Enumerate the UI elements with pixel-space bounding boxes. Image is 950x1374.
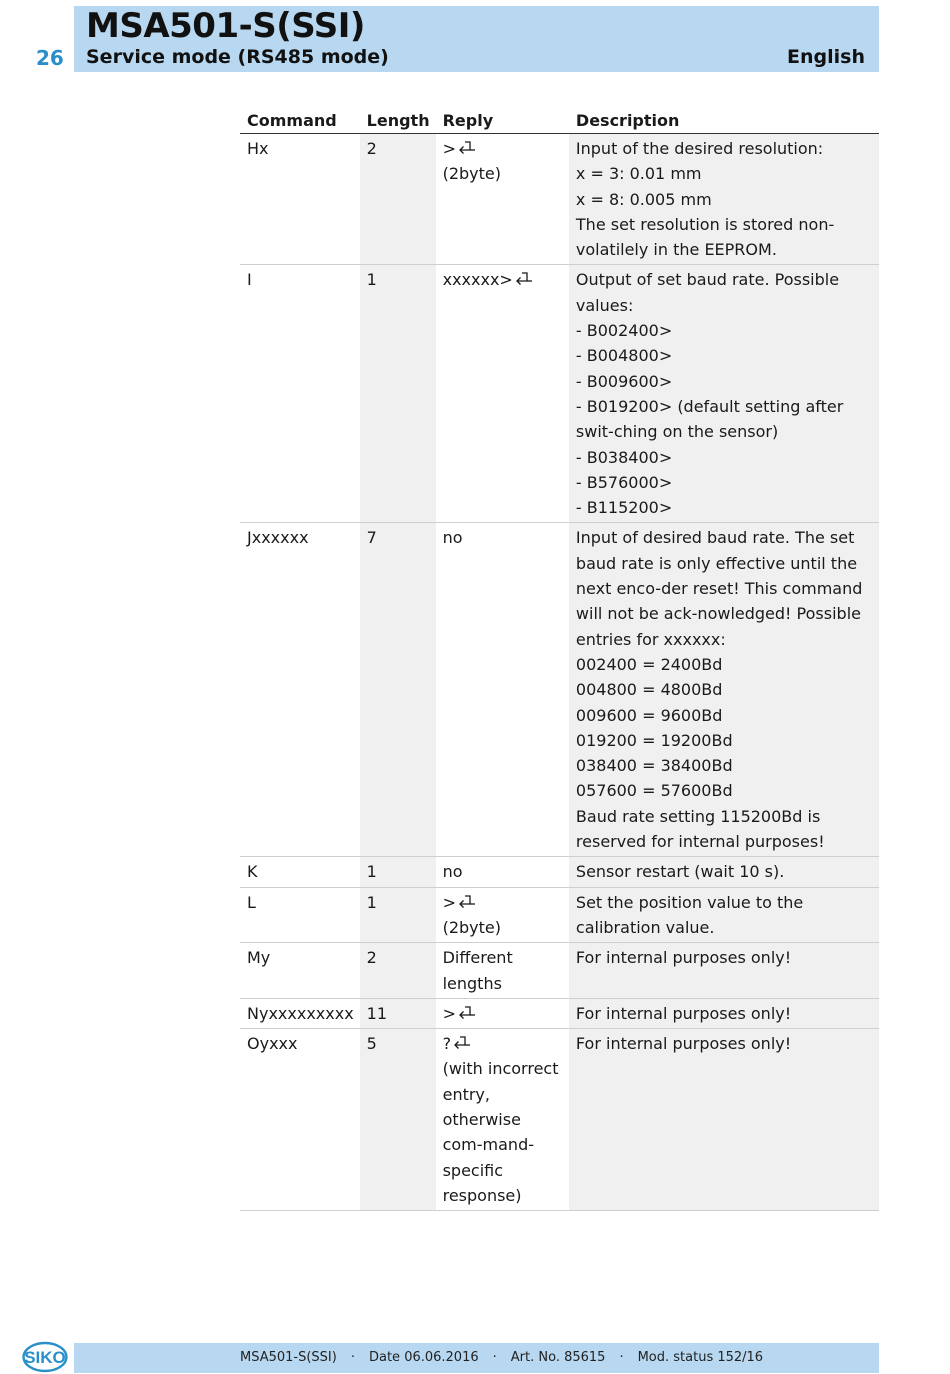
reply-line: [443, 890, 563, 915]
description-line: x = 8: 0.005 mm: [575, 189, 712, 209]
page-number: 26: [36, 46, 64, 70]
reply-text: no: [442, 862, 463, 882]
table-row: [240, 998, 879, 1028]
cell-length: 1: [360, 887, 436, 943]
document-language: English: [787, 46, 865, 68]
reply-line: [443, 915, 563, 940]
footer-separator: ·: [350, 1350, 355, 1365]
description-line: Input of the desired resolution:: [575, 139, 824, 158]
table-row: [240, 134, 879, 265]
description-line: - B576000>: [575, 472, 673, 492]
description-line: For internal purposes only!: [575, 948, 792, 968]
header-band: [74, 6, 879, 72]
description-line: x = 3: 0.01 mm: [575, 164, 702, 184]
cell-reply: [436, 1029, 569, 1211]
cell-reply: [436, 887, 569, 943]
reply-line: [443, 136, 563, 161]
description-line: 002400 = 2400Bd: [575, 654, 723, 674]
footer-article: Art. No. 85615: [510, 1350, 606, 1365]
reply-line: [443, 267, 563, 292]
description-line: - B115200>: [575, 498, 673, 518]
document-subtitle: Service mode (RS485 mode): [86, 46, 389, 68]
description-line: 038400 = 38400Bd: [575, 756, 733, 776]
carriage-return-arrow-icon: [452, 1035, 472, 1051]
cell-description: [569, 134, 879, 265]
cell-reply: [436, 265, 569, 523]
table-row: [240, 523, 879, 857]
cell-length: 7: [360, 523, 436, 857]
carriage-return-arrow-icon: [457, 140, 477, 156]
carriage-return-arrow-icon: [514, 271, 534, 287]
cell-reply: [436, 943, 569, 999]
description-line: 019200 = 19200Bd: [575, 730, 733, 750]
table-row: [240, 857, 879, 887]
reply-line: [443, 945, 563, 996]
description-line: For internal purposes only!: [575, 1034, 792, 1054]
reply-line: [443, 1031, 563, 1056]
cell-reply: [436, 857, 569, 887]
table-row: [240, 1029, 879, 1211]
description-line: For internal purposes only!: [575, 1003, 792, 1023]
footer-band: [74, 1343, 879, 1373]
footer-separator: ·: [492, 1350, 497, 1365]
cell-command: L: [240, 887, 360, 943]
cell-command: Jxxxxxx: [240, 523, 360, 857]
description-line: 004800 = 4800Bd: [575, 680, 723, 700]
cell-description: [569, 265, 879, 523]
column-header-description: Description: [569, 106, 879, 134]
column-header-reply: Reply: [436, 106, 569, 134]
description-line: 057600 = 57600Bd: [575, 781, 733, 801]
reply-text: no: [442, 528, 463, 548]
cell-reply: [436, 523, 569, 857]
description-line: Output of set baud rate. Possible values:: [575, 270, 840, 315]
command-table: [240, 106, 879, 1211]
column-header-length: Length: [360, 106, 436, 134]
description-line: - B004800>: [575, 346, 673, 366]
cell-command: I: [240, 265, 360, 523]
reply-line: [443, 859, 563, 884]
reply-line: [443, 1001, 563, 1026]
table-row: [240, 887, 879, 943]
column-header-command: Command: [240, 106, 360, 134]
cell-command: My: [240, 943, 360, 999]
reply-line: [443, 1056, 563, 1208]
description-line: - B002400>: [575, 321, 673, 341]
cell-description: [569, 1029, 879, 1211]
cell-length: 2: [360, 134, 436, 265]
cell-description: [569, 887, 879, 943]
carriage-return-arrow-icon: [457, 1005, 477, 1021]
description-line: - B019200> (default setting after swit-ching on the sensor): [575, 396, 844, 442]
reply-text: xxxxxx>: [442, 270, 513, 290]
reply-text: >: [442, 892, 456, 912]
reply-text: (2byte): [442, 917, 501, 937]
cell-command: Oyxxx: [240, 1029, 360, 1211]
table-row: [240, 265, 879, 523]
description-line: - B038400>: [575, 447, 673, 467]
cell-command: Hx: [240, 134, 360, 265]
description-line: - B009600>: [575, 371, 673, 391]
cell-description: [569, 523, 879, 857]
cell-reply: [436, 998, 569, 1028]
siko-logo-text: SIKO: [24, 1348, 66, 1367]
table-header-row: [240, 106, 879, 134]
reply-text: >: [442, 139, 456, 158]
reply-text: >: [442, 1003, 456, 1023]
footer-info: [240, 1350, 763, 1365]
cell-length: 2: [360, 943, 436, 999]
cell-length: 1: [360, 265, 436, 523]
carriage-return-arrow-icon: [457, 894, 477, 910]
siko-logo: [22, 1341, 68, 1373]
description-line: Sensor restart (wait 10 s).: [575, 862, 785, 882]
description-line: Input of desired baud rate. The set baud rate is only effective until the next enco-der reset! This command will not be ack-nowledged! Possible entries for xxxxxx:: [575, 528, 863, 649]
footer-product: MSA501-S(SSI): [240, 1350, 337, 1365]
reply-text: ?: [442, 1034, 452, 1054]
reply-text: (with incorrect entry, otherwise com-mand-specific response): [442, 1059, 559, 1205]
description-line: Baud rate setting 115200Bd is reserved for internal purposes!: [575, 806, 825, 852]
cell-length: 1: [360, 857, 436, 887]
description-line: Set the position value to the calibration value.: [575, 892, 804, 937]
cell-length: 5: [360, 1029, 436, 1211]
description-line: 009600 = 9600Bd: [575, 705, 723, 725]
cell-command: K: [240, 857, 360, 887]
document-title: MSA501-S(SSI): [86, 6, 365, 46]
reply-text: Different lengths: [442, 948, 513, 993]
cell-description: [569, 857, 879, 887]
reply-text: (2byte): [442, 164, 501, 184]
cell-description: [569, 998, 879, 1028]
cell-reply: [436, 134, 569, 265]
cell-command: Nyxxxxxxxxx: [240, 998, 360, 1028]
table-row: [240, 943, 879, 999]
reply-line: [443, 161, 563, 186]
cell-length: 11: [360, 998, 436, 1028]
footer-mod-status: Mod. status 152/16: [637, 1350, 764, 1365]
reply-line: [443, 525, 563, 550]
description-line: The set resolution is stored non-volatilely in the EEPROM.: [575, 214, 835, 260]
table-body: [240, 134, 879, 1211]
footer-date: Date 06.06.2016: [368, 1350, 479, 1365]
footer-separator: ·: [619, 1350, 624, 1365]
cell-description: [569, 943, 879, 999]
